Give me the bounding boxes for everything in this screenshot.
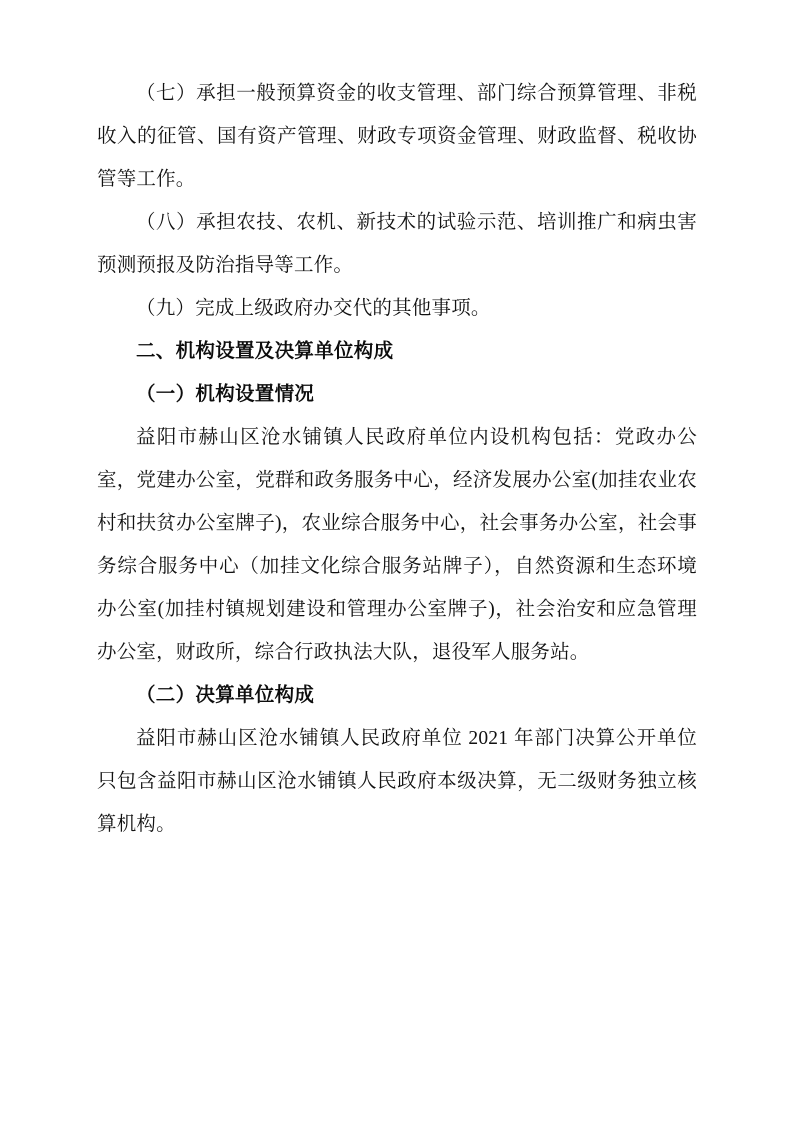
paragraph-duty-8: （八）承担农技、农机、新技术的试验示范、培训推广和病虫害预测预报及防治指导等工作。 xyxy=(97,212,697,276)
paragraph-internal-organizations: 益阳市赫山区沧水铺镇人民政府单位内设机构包括：党政办公室，党建办公室，党群和政务服务中心，经济发展办公室(加挂农业农村和扶贫办公室牌子)，农业综合服务中心，社会事务办公室，社会事务综合服务中心（加挂文化综合服务站牌子），自然资源和生态环境办公室(加挂村镇规划建设和管理办公室牌子)，社会治安和应急管理办公室，财政所，综合行政执法大队，退役军人服务站。 xyxy=(97,427,697,663)
heading-subsection-one: （一）机构设置情况 xyxy=(136,384,315,405)
heading-subsection-two: （二）决算单位构成 xyxy=(136,685,315,706)
paragraph-duty-9: （九）完成上级政府办交代的其他事项。 xyxy=(136,298,491,319)
document-body xyxy=(97,72,697,846)
paragraph-duty-7: （七）承担一般预算资金的收支管理、部门综合预算管理、非税收入的征管、国有资产管理、财政专项资金管理、财政监督、税收协管等工作。 xyxy=(97,83,697,190)
heading-section-two: 二、机构设置及决算单位构成 xyxy=(136,341,394,362)
paragraph-final-account-units: 益阳市赫山区沧水铺镇人民政府单位 2021 年部门决算公开单位只包含益阳市赫山区沧水铺镇人民政府本级决算，无二级财务独立核算机构。 xyxy=(97,728,697,835)
